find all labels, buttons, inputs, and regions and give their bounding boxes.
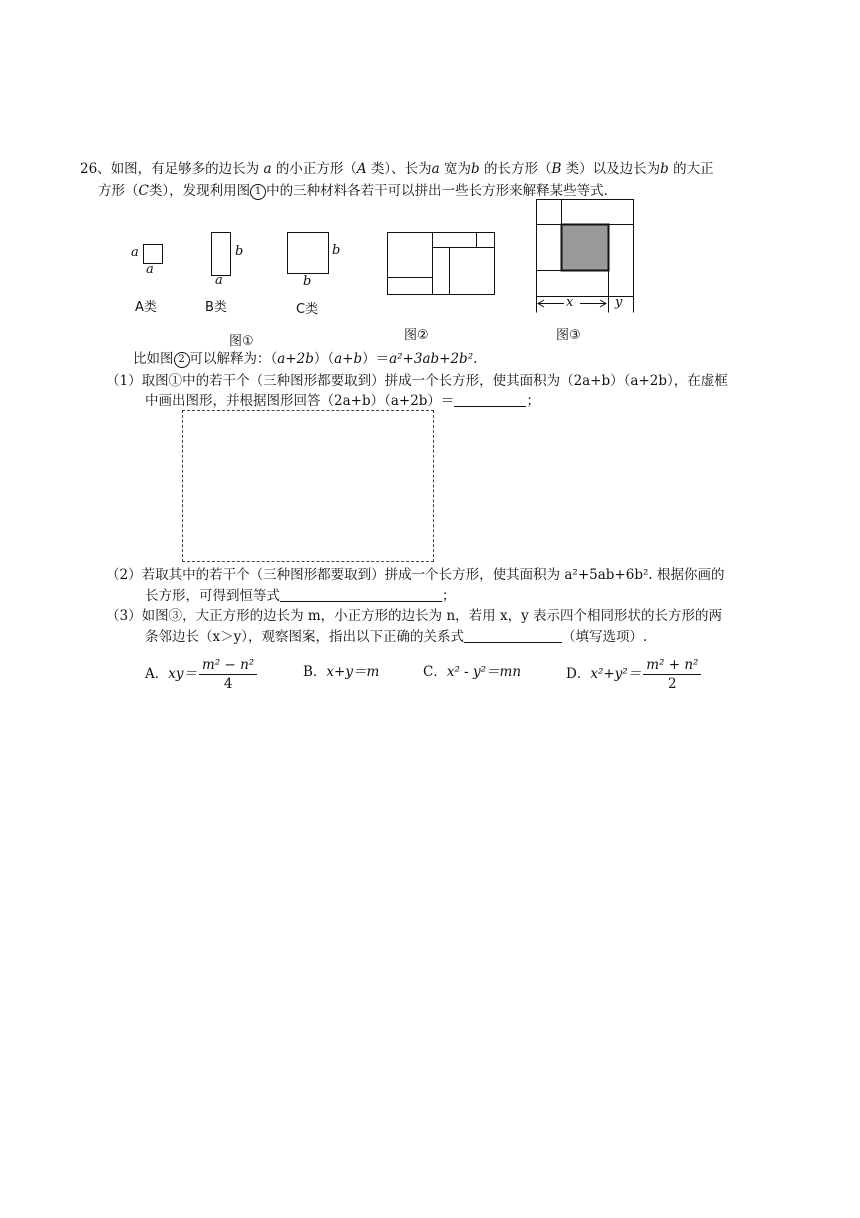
example-text: 可以解释为：（ [189, 351, 278, 367]
part-text: 中画出图形，并根据图形回答（2a+b）（a+2b）＝ [145, 393, 455, 409]
class-letter: A [356, 161, 367, 177]
question-text: 类）、长为 [370, 161, 432, 177]
part-text: 如图③，大正方形的边长为 m，小正方形的边长为 n，若用 x，y 表示四个相同形状的长方形的两 [141, 608, 722, 624]
label-class-b: B类 [205, 300, 227, 315]
part-text: 取图①中的若干个（三种图形都要取到）拼成一个长方形，使其面积为（2a+b）（a+2b），在虚框 [141, 373, 728, 389]
part-text: ； [526, 393, 540, 409]
shape-b-rect [211, 232, 231, 276]
figure-2-diagram [387, 232, 495, 296]
denominator: 2 [668, 676, 677, 692]
question-text: 的大正 [673, 161, 714, 177]
inner-square [562, 225, 609, 271]
label-x: x [566, 295, 574, 310]
question-text: 类），发现利用图 [148, 183, 251, 199]
part-text: （填写选项）. [562, 629, 648, 645]
option-label: A． [145, 666, 169, 682]
class-letter: B [551, 161, 562, 177]
part-label: （2） [106, 567, 142, 583]
option-a[interactable] [145, 656, 259, 693]
part-label: （3） [106, 608, 142, 624]
question-text: 如图，有足够多的边长为 [110, 161, 260, 177]
option-d[interactable] [566, 656, 703, 693]
circled-number: 2 [174, 352, 190, 368]
part-label: （1） [106, 373, 142, 389]
option-c[interactable] [423, 660, 521, 680]
class-letter: C [138, 183, 149, 199]
question-text: 的小正方形（ [275, 161, 357, 177]
option-expr: x² - y²＝mn [446, 664, 522, 680]
var-b: b [660, 161, 669, 177]
var-b: b [471, 161, 480, 177]
part1-line-2 [145, 392, 540, 410]
expression: a²+3ab+2b². [389, 351, 478, 367]
label-class-a: A类 [135, 300, 157, 315]
fraction [643, 656, 701, 693]
part3-line-2 [145, 628, 647, 646]
option-label: D． [566, 666, 591, 682]
question-text: 宽为 [444, 161, 471, 177]
question-text: 中的三种材料各若干可以拼出一些长方形来解释某些等式. [266, 183, 608, 199]
figure-3-title: 图③ [556, 328, 581, 343]
option-expr: x+y＝m [326, 664, 380, 680]
drawing-area[interactable] [182, 410, 434, 562]
var-a: a [263, 161, 272, 177]
part-text: 条邻边长（x＞y），观察图案，指出以下正确的关系式 [145, 629, 464, 645]
option-label: C． [423, 664, 447, 680]
label-a-side: a [131, 245, 139, 260]
fraction [199, 656, 257, 693]
part3-line-1 [106, 607, 722, 625]
numerator: m² + n² [643, 656, 701, 675]
part2-line-1 [106, 566, 724, 584]
question-line-1 [80, 160, 714, 178]
answer-blank-3[interactable] [464, 629, 562, 643]
option-expr: xy＝ [168, 666, 197, 682]
part-text: 长方形，可得到恒等式 [145, 588, 280, 604]
expression: a+b [334, 351, 363, 367]
label-class-c: C类 [296, 302, 319, 317]
part1-line-1 [106, 372, 728, 390]
question-text: 的长方形（ [483, 161, 552, 177]
shape-c-square [287, 232, 329, 274]
figure-2-title: 图② [404, 328, 429, 343]
option-label: B． [303, 664, 327, 680]
option-expr: x²+y²＝ [590, 666, 642, 682]
question-text: 方形（ [98, 183, 139, 199]
answer-blank-1[interactable] [454, 393, 526, 407]
example-text: ）＝ [362, 351, 390, 367]
numerator: m² − n² [199, 656, 257, 675]
label-y: y [615, 295, 623, 310]
label-c-side: b [332, 243, 341, 258]
question-line-2 [98, 182, 608, 200]
label-b-side: b [235, 244, 244, 259]
var-a: a [431, 161, 440, 177]
question-number: 26、 [80, 161, 111, 177]
expression: a+2b [277, 351, 314, 367]
option-b[interactable] [303, 660, 379, 680]
example-text: 比如图 [133, 351, 174, 367]
circled-number: 1 [250, 184, 266, 200]
answer-blank-2[interactable] [280, 588, 442, 602]
example-text: ）（ [313, 351, 335, 367]
question-text: 类）以及边长为 [565, 161, 661, 177]
part-text: 若取其中的若干个（三种图形都要取到）拼成一个长方形，使其面积为 a²+5ab+6b². 根据你画的 [141, 567, 725, 583]
figure-1-title: 图① [229, 334, 254, 349]
label-b-bottom: a [215, 273, 223, 288]
label-a-bottom: a [146, 262, 154, 277]
part2-line-2 [145, 587, 456, 605]
label-c-bottom: b [303, 274, 312, 289]
part-text: ； [442, 588, 456, 604]
shape-a-square [143, 244, 163, 264]
example-line [133, 350, 477, 368]
denominator: 4 [223, 676, 233, 692]
